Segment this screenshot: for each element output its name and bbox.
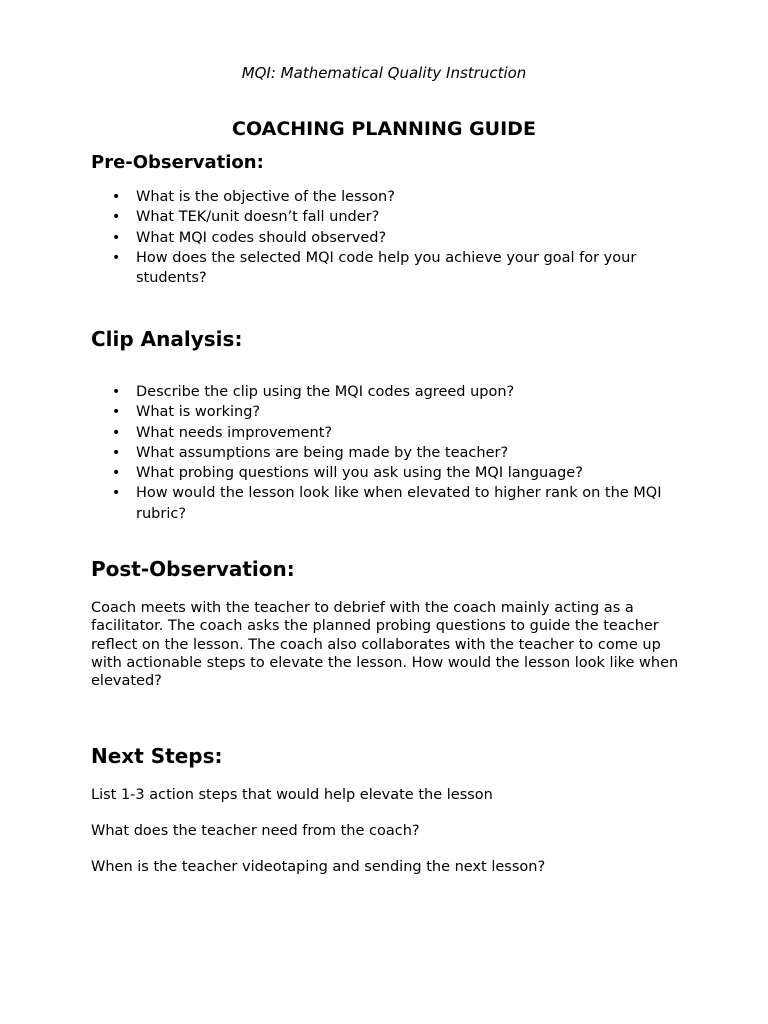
bullet-icon: •	[112, 384, 121, 400]
bullet-icon: •	[112, 404, 121, 421]
post-observation-paragraph: Coach meets with the teacher to debrief with the coach mainly acting as a facilitator. The coach asks the planned probing questions to guide the teacher reflect on the lesson. The coach also collaborates with the teacher to come up with actionable steps to elevate the lesson. How would the lesson look like when elevated?	[91, 600, 679, 690]
heading-pre-observation: Pre-Observation:	[91, 152, 264, 173]
list-item	[91, 463, 691, 483]
bullet-icon: •	[112, 189, 121, 205]
list-item	[91, 443, 691, 463]
document-subtitle: MQI: Mathematical Quality Instruction	[241, 64, 527, 82]
bullet-icon: •	[112, 444, 121, 461]
list-item-text: How does the selected MQI code help you achieve your goal for your students?	[136, 249, 637, 287]
list-item	[91, 187, 691, 207]
list-item-text: What TEK/unit doesn’t fall under?	[136, 209, 380, 226]
list-item-text: How would the lesson look like when elevated to higher rank on the MQI rubric?	[136, 485, 662, 522]
next-steps-line: When is the teacher videotaping and sending the next lesson?	[91, 859, 546, 875]
list-item	[91, 248, 691, 289]
list-item-text: What is working?	[136, 404, 261, 421]
heading-next-steps: Next Steps:	[91, 744, 223, 768]
list-item-text: Describe the clip using the MQI codes agreed upon?	[136, 384, 515, 400]
bullet-icon: •	[112, 229, 121, 246]
list-item	[91, 228, 691, 248]
pre-observation-list	[91, 187, 691, 288]
list-item-text: What probing questions will you ask using the MQI language?	[136, 465, 583, 482]
bullet-icon: •	[112, 249, 121, 266]
next-steps-line: List 1-3 action steps that would help elevate the lesson	[91, 787, 493, 803]
list-item	[91, 207, 691, 227]
list-item-text: What assumptions are being made by the teacher?	[136, 444, 509, 461]
list-item-text: What needs improvement?	[136, 424, 333, 441]
next-steps-line: What does the teacher need from the coach?	[91, 823, 420, 839]
heading-post-observation: Post-Observation:	[91, 557, 295, 581]
list-item-text: What MQI codes should observed?	[136, 229, 387, 246]
clip-analysis-list	[91, 382, 691, 524]
list-item-text: What is the objective of the lesson?	[136, 189, 395, 205]
bullet-icon: •	[112, 485, 121, 502]
list-item	[91, 382, 691, 402]
document-title: COACHING PLANNING GUIDE	[232, 118, 536, 140]
list-item	[91, 423, 691, 443]
bullet-icon: •	[112, 424, 121, 441]
list-item	[91, 483, 691, 524]
list-item	[91, 402, 691, 422]
bullet-icon: •	[112, 209, 121, 226]
heading-clip-analysis: Clip Analysis:	[91, 327, 243, 351]
bullet-icon: •	[112, 465, 121, 482]
